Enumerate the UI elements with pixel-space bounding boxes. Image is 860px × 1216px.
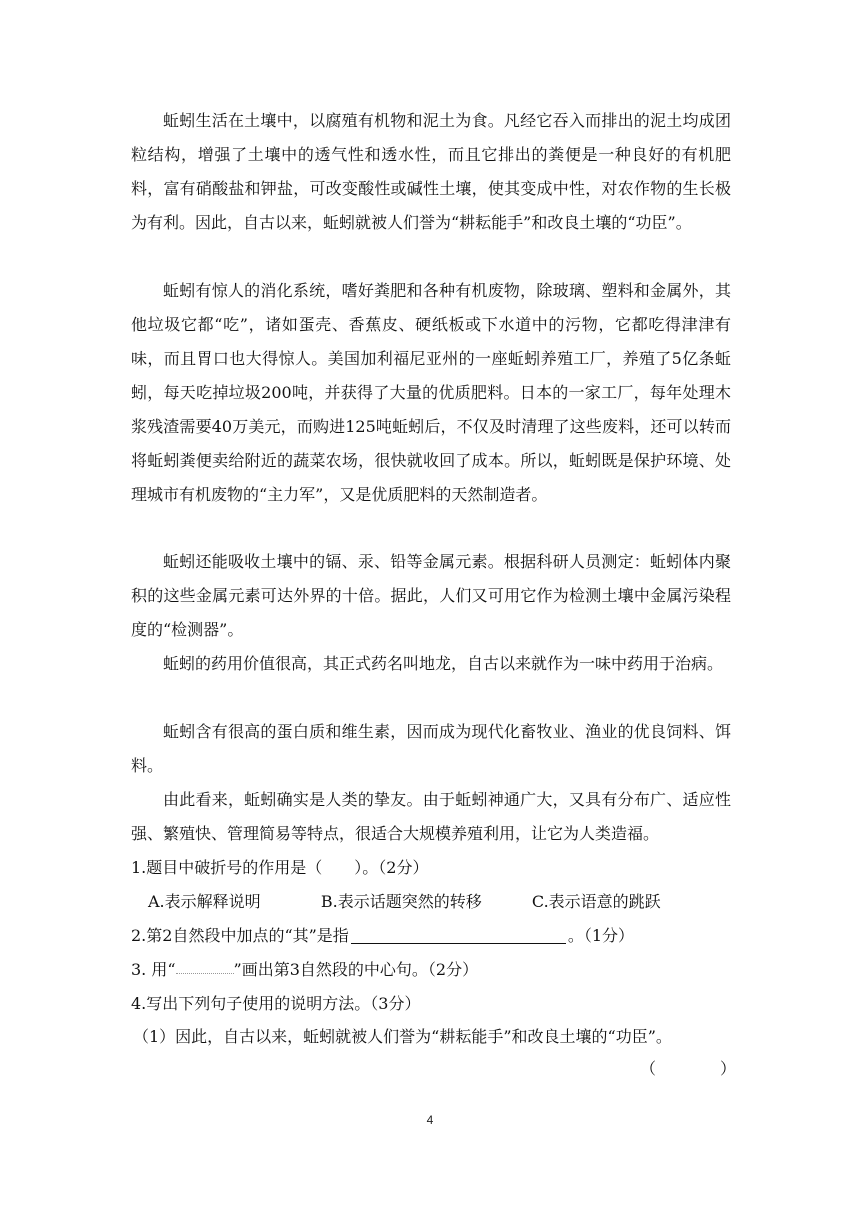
wavy-line-symbol: [176, 963, 234, 974]
question-4: 4.写出下列句子使用的说明方法。（3分）: [131, 994, 421, 1013]
question-1: 1.题目中破折号的作用是（ ）。（2分）: [131, 858, 429, 877]
paragraph-1: 蚯蚓生活在土壤中，以腐殖有机物和泥土为食。凡经它吞入而排出的泥土均成团粒结构，增强了土壤中的透气性和透水性，而且它排出的粪便是一种良好的有机肥料，富有硝酸盐和钾盐，可改变酸性或碱性土壤，使其变成中性，对农作物的生长极为有利。因此，自古以来，蚯蚓就被人们誉为“耕耘能手”和改良土壤的“功臣”。: [131, 111, 731, 232]
paragraph-3: 蚯蚓还能吸收土壤中的镉、汞、铅等金属元素。根据科研人员测定：蚯蚓体内聚积的这些金属元素可达外界的十倍。据此，人们又可用它作为检测土壤中金属污染程度的“检测器”。: [131, 552, 731, 639]
paragraph-2: 蚯蚓有惊人的消化系统，嗜好粪肥和各种有机废物，除玻璃、塑料和金属外，其他垃圾它都“吃”，诸如蛋壳、香蕉皮、硬纸板或下水道中的污物，它都吃得津津有味，而且胃口也大得惊人。美国加利福尼亚州的一座蚯蚓养殖工厂，养殖了5亿条蚯蚓，每天吃掉垃圾200吨，并获得了大量的优质肥料。日本的一家工厂，每年处理木浆残渣需要40万美元，而购进125吨蚯蚓后，不仅及时清理了这些废料，还可以转而将蚯蚓粪便卖给附近的蔬菜农场，很快就收回了成本。所以，蚯蚓既是保护环境、处理城市有机废物的“主力军”，又是优质肥料的天然制造者。: [131, 281, 731, 504]
option-a[interactable]: A.表示解释说明: [148, 892, 261, 911]
question-1-options: [148, 885, 758, 919]
question-3: [131, 953, 741, 987]
question-2-text: 2.第2自然段中加点的“其”是指: [131, 926, 349, 945]
paragraph-5: 蚯蚓含有很高的蛋白质和维生素，因而成为现代化畜牧业、渔业的优良饲料、饵料。: [131, 722, 731, 775]
paragraph-6: 由此看来，蚯蚓确实是人类的挚友。由于蚯蚓神通广大，又具有分布广、适应性强、繁殖快、管理简易等特点，很适合大规模养殖利用，让它为人类造福。: [131, 790, 731, 843]
question-2: [131, 919, 741, 953]
question-2-score: 。（1分）: [567, 926, 634, 945]
question-4-1: （1）因此，自古以来，蚯蚓就被人们誉为“耕耘能手”和改良土壤的“功臣”。: [133, 1027, 672, 1046]
question-3-rest: ”画出第3自然段的中心句。（2分）: [233, 960, 479, 979]
option-c[interactable]: C.表示语意的跳跃: [531, 892, 661, 911]
answer-parentheses[interactable]: （ ）: [640, 1059, 737, 1078]
option-b[interactable]: B.表示话题突然的转移: [320, 892, 482, 911]
question-3-text: 3. 用“: [131, 960, 176, 979]
paragraph-4: 蚯蚓的药用价值很高，其正式药名叫地龙，自古以来就作为一味中药用于治病。: [163, 654, 724, 673]
answer-blank[interactable]: [351, 925, 566, 944]
page-number: 4: [426, 1113, 434, 1127]
